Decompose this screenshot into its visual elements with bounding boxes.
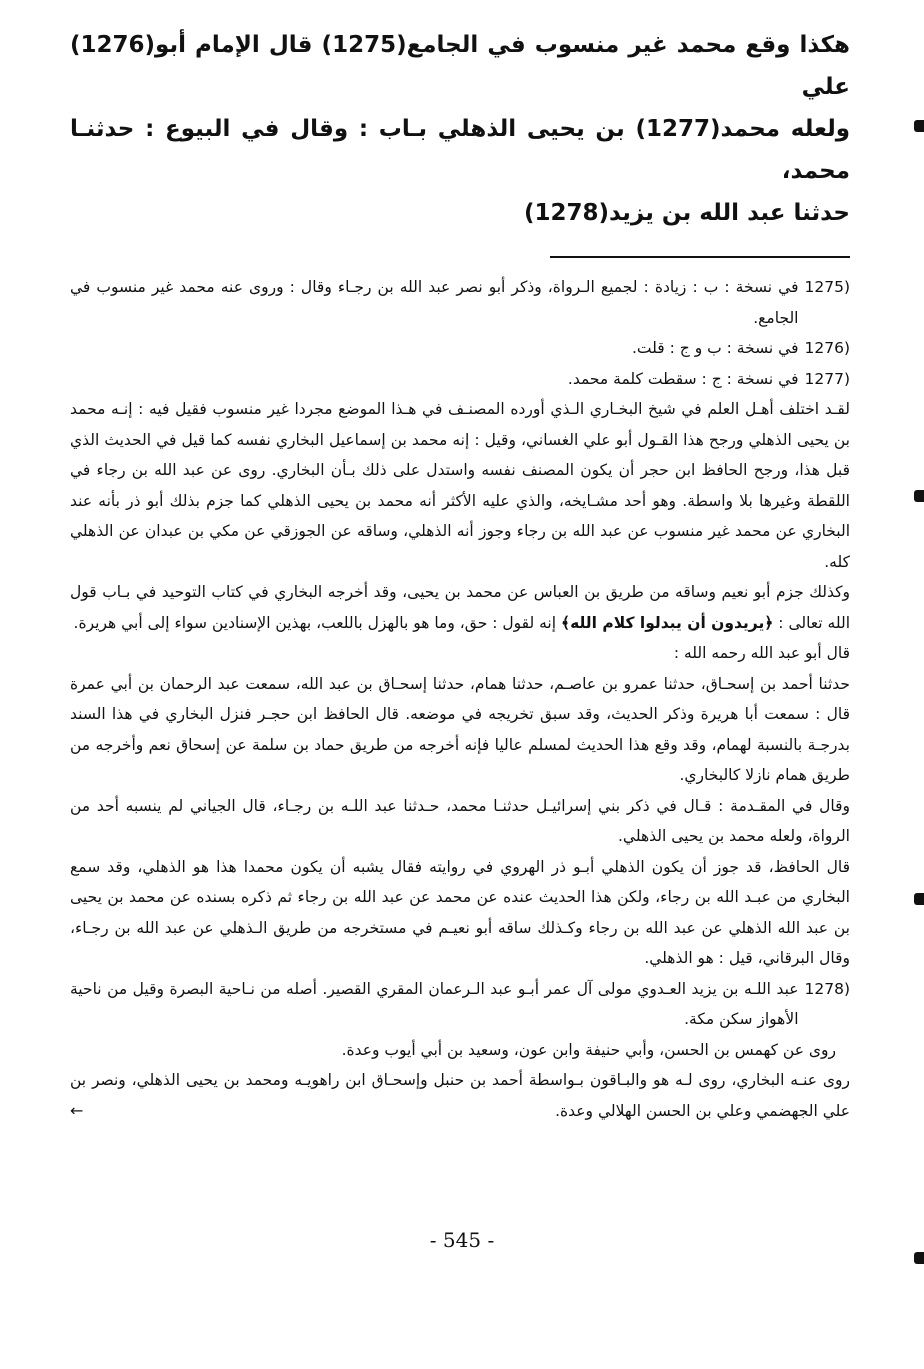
- footnote-1278: [70, 974, 850, 1035]
- commentary-paragraph-3: قال أبو عبد الله رحمه الله :: [673, 644, 850, 662]
- commentary-text: وكذلك جزم أبو نعيم وساقه من طريق بن العباس عن محمد بن يحيى، وقد أخرجه البخاري في كتاب التوحيد في بـاب قول الله تعالى :: [70, 583, 850, 632]
- main-line-3: حدثنا عبد الله بن يزيد(1278): [523, 200, 850, 226]
- commentary-paragraph-6: قال الحافظ، قد جوز أن يكون الذهلي أبـو ذر الهروي في روايته فقال يشبه أن يكون محمدا هذا هو الذهلي، وقد سمع البخاري من عبـد الله بن رجاء، ولكن هذا الحديث عنده عن محمد عن عبد الله بن رجاء ثم ذكره بسنده عن محمد بن يحيى بن عبد الله الذهلي عن عبد الله بن رجاء وكـذلك ساقه أبو نعيـم في مستخرجه من طريق الـذهلي عن عبد الله بن رجـاء، وقال البرقاني، قيل : هو الذهلي.: [70, 857, 850, 967]
- main-line-1: هكذا وقع محمد غير منسوب في الجامع(1275) قال الإمام أبو(1276) علي: [70, 32, 850, 100]
- footnote-1276: [70, 333, 850, 364]
- footnote-text: في نسخة : ج : سقطت كلمة محمد.: [567, 369, 799, 388]
- footnote-number: 1275): [804, 278, 850, 296]
- commentary-paragraph-1: لقـد اختلف أهـل العلم في شيخ البخـاري الـذي أورده المصنـف في هـذا الموضع مجردا غير منسوب فقيل فيه : إنـه محمد بن يحيى الذهلي ورجح هذا القـول أبو علي الغساني، وقيل : إنه محمد بن إسماعيل البخاري نفسه كما قيل في الحديث الذي قبل هذا، ورجح الحافظ ابن حجر أن يكون المصنف نفسه واستدل على ذلك بـأن البخاري. روى عن عبد الله بن رجاء في اللقطة وغيرها بلا واسطة. وهو أحد مشـايخه، والذي عليه الأكثر أنه محمد بن يحيى الذهلي كما جزم بذلك أبو ذر بأنه عند البخاري عن محمد غير منسوب عن عبد الله بن رجاء وجوز أنه الذهلي، وساقه عن الجوزقي عن مكي بن عبدان عن الذهلي كله.: [70, 400, 850, 571]
- biography-text: روى عنـه البخاري، روى لـه هو والبـاقون بـواسطة أحمد بن حنبل وإسحـاق ابن راهويـه ومحمد بن يحيى الذهلي، ونصر بن علي الجهضمي وعلي بن الحسن الهلالي وعدة.: [70, 1071, 850, 1120]
- biography-paragraph-2: [70, 1065, 850, 1126]
- continue-arrow-icon: ←: [70, 1100, 84, 1120]
- commentary-paragraph-4: حدثنا أحمد بن إسحـاق، حدثنا عمرو بن عاصـم، حدثنا همام، حدثنا إسحـاق بن عبد الله، سمعت عبد الرحمان بن أبي عمرة قال : سمعت أبا هريرة وذكر الحديث، وقد سبق تخريجه في موضعه. قال الحافظ ابن حجـر فنزل البخاري في هذا السند بدرجـة بالنسبة لهمام، وقد وقع هذا الحديث لمسلم عاليا فإنه أخرجه من طريق حماد بن سلمة عن إسحاق نعم وأخرجه من طريق همام نازلا كالبخاري.: [70, 674, 850, 784]
- footnote-separator: [550, 256, 850, 258]
- footnote-number: 1277): [804, 369, 850, 388]
- footnote-number: 1276): [804, 339, 850, 357]
- commentary-text: إنه لقول : حق، وما هو بالهزل باللعب، بهذين الإسنادين سواء إلى أبي هريرة.: [73, 613, 557, 632]
- scan-edge-mark: [914, 893, 924, 905]
- main-text: [70, 24, 850, 234]
- footnote-text: في نسخة : ب و ج : قلت.: [632, 339, 799, 357]
- footnotes: [70, 272, 850, 1126]
- footnote-1277: [70, 364, 850, 395]
- document-page: [70, 24, 850, 1126]
- biography-paragraph-1: روى عن كهمس بن الحسن، وأبي حنيفة وابن عون، وسعيد بن أبي أيوب وعدة.: [341, 1040, 836, 1059]
- footnote-1275: [70, 272, 850, 333]
- main-line-2: ولعله محمد(1277) بن يحيى الذهلي بـاب : وقال في البيوع : حدثنـا محمد،: [70, 116, 850, 184]
- page-number: - 545 -: [429, 1228, 495, 1252]
- scan-edge-mark: [914, 120, 924, 132]
- quran-quote: ﴿يريدون أن يبدلوا كلام الله﴾: [561, 613, 774, 632]
- footnote-text: في نسخة : ب : زيادة : لجميع الـرواة، وذكر أبو نصر عبد الله بن رجـاء وقال : وروى عنه محمد غير منسوب في الجامع.: [70, 278, 799, 327]
- footnote-text: عبد اللـه بن يزيد العـدوي مولى آل عمر أبـو عبد الـرعمان المقري القصير. أصله من نـاحية البصرة وقيل من ناحية الأهواز سكن مكة.: [70, 979, 799, 1028]
- commentary-paragraph-5: وقال في المقـدمة : قـال في ذكر بني إسرائيـل حدثنـا محمد، حـدثنا عبد اللـه بن رجـاء، قال الجياني لم ينسبه أحد من الرواة، ولعله محمد بن يحيى الذهلي.: [70, 796, 850, 845]
- commentary-paragraph-2: [70, 577, 850, 638]
- scan-edge-mark: [914, 1252, 924, 1264]
- scan-edge-mark: [914, 490, 924, 502]
- footnote-number: 1278): [804, 979, 850, 998]
